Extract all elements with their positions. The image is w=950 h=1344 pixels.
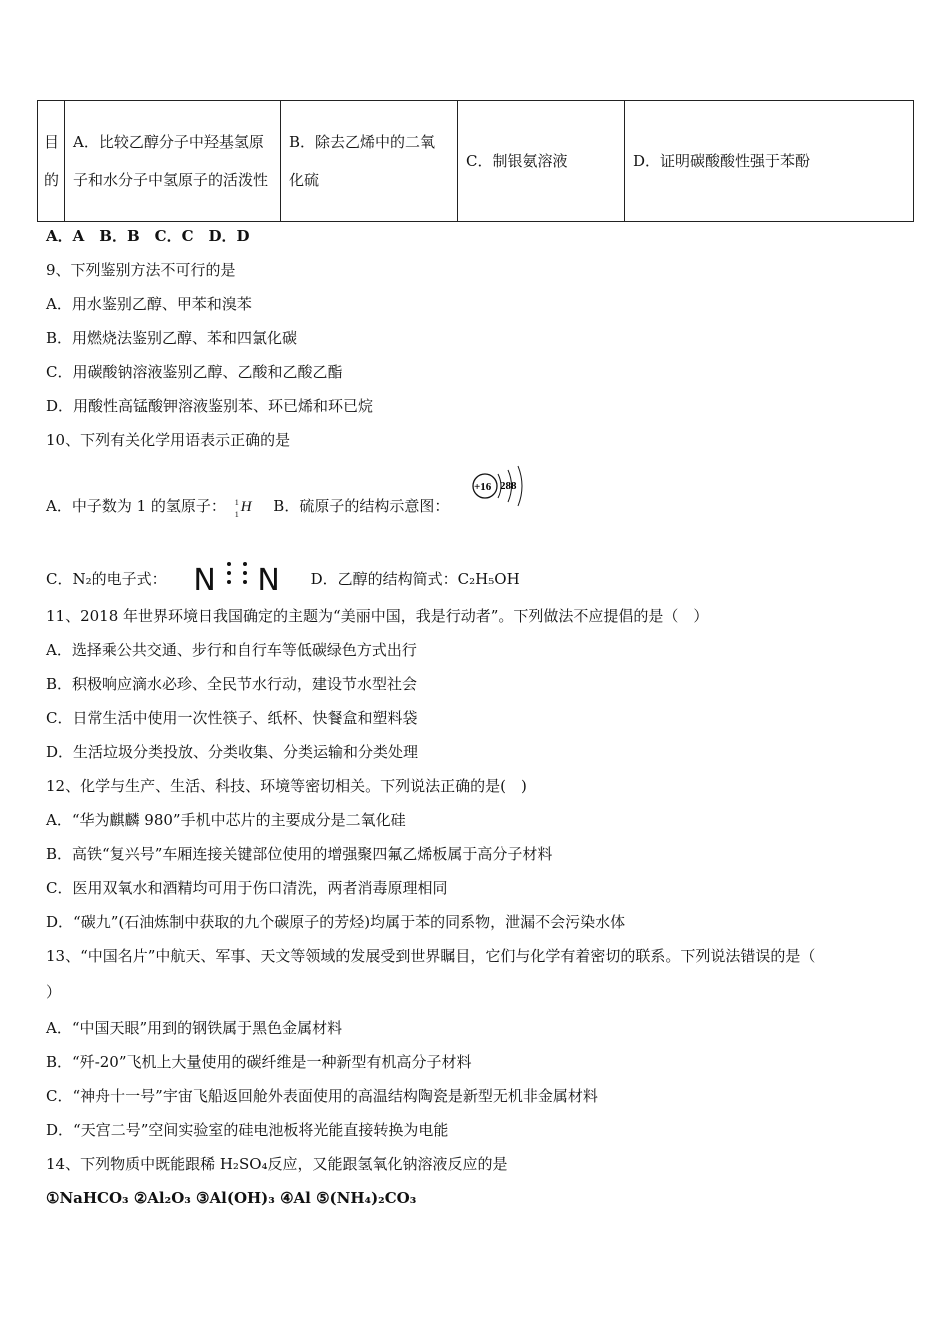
atomic-number: 1	[234, 510, 239, 519]
q12-option-a: A．“华为麒麟 980”手机中芯片的主要成分是二氧化硅	[46, 811, 406, 829]
q12-stem: 12、化学与生产、生活、科技、环境等密切相关。下列说法正确的是( )	[46, 777, 527, 795]
q12-option-b: B．高铁“复兴号”车厢连接关键部位使用的增强聚四氟乙烯板属于高分子材料	[46, 845, 553, 863]
q13-option-b: B．“歼-20”飞机上大量使用的碳纤维是一种新型有机高分子材料	[46, 1053, 472, 1071]
q9-option-d: D．用酸性高锰酸钾溶液鉴别苯、环已烯和环已烷	[46, 397, 374, 415]
q10-option-c-text: C．N₂的电子式：	[46, 570, 167, 588]
q11-option-a: A．选择乘公共交通、步行和自行车等低碳绿色方式出行	[46, 641, 417, 659]
q10-option-b-text: B．硫原子的结构示意图：	[273, 497, 450, 515]
q13-stem-line2: ）	[46, 983, 62, 1001]
q8-table	[37, 100, 914, 222]
q11-option-c: C．日常生活中使用一次性筷子、纸杯、快餐盒和塑料袋	[46, 709, 418, 727]
q13-option-c: C．“神舟十一号”宇宙飞船返回舱外表面使用的高温结构陶瓷是新型无机非金属材料	[46, 1087, 598, 1105]
sulfur-atom-diagram	[468, 462, 538, 510]
q12-option-c: C．医用双氧水和酒精均可用于伤口清洗，两者消毒原理相同	[46, 879, 448, 897]
q11-option-d: D．生活垃圾分类投放、分类收集、分类运输和分类处理	[46, 743, 419, 761]
q8-cell-b: B．除去乙烯中的二氧化硫	[281, 101, 458, 222]
q9-option-b: B．用燃烧法鉴别乙醇、苯和四氯化碳	[46, 329, 298, 347]
nucleus-charge: +16	[474, 481, 492, 493]
n2-left-atom: N	[193, 563, 218, 598]
mass-number: 1	[234, 498, 239, 507]
n2-right-atom: N	[257, 563, 282, 598]
q10-option-a-text: A．中子数为 1 的氢原子：	[46, 497, 226, 515]
n2-shared-electrons-icon	[227, 560, 249, 586]
q8-cell-a: A．比较乙醇分子中羟基氢原子和水分子中氢原子的活泼性	[65, 101, 281, 222]
q10-option-d-text: D．乙醇的结构简式：C₂H₅OH	[310, 570, 520, 588]
q8-table-header: 目的	[38, 101, 65, 222]
q13-stem-line1: 13、“中国名片”中航天、军事、天文等领域的发展受到世界瞩目，它们与化学有着密切的联系。下列说法错误的是（	[46, 947, 816, 965]
q11-option-b: B．积极响应滴水必珍、全民节水行动，建设节水型社会	[46, 675, 418, 693]
q11-stem: 11、2018 年世界环境日我国确定的主题为“美丽中国，我是行动者”。下列做法不应提倡的是（ ）	[46, 607, 709, 625]
q8-answer-options: A．A B．B C．C D．D	[46, 227, 250, 245]
hydrogen-isotope-symbol	[234, 498, 256, 519]
q10-stem: 10、下列有关化学用语表示正确的是	[46, 431, 291, 449]
q14-items: ①NaHCO₃ ②Al₂O₃ ③Al(OH)₃ ④Al ⑤(NH₄)₂CO₃	[46, 1189, 417, 1207]
q10-option-cd	[46, 560, 520, 598]
electron-shells: 288	[500, 480, 517, 492]
q14-stem: 14、下列物质中既能跟稀 H₂SO₄反应，又能跟氢氧化钠溶液反应的是	[46, 1155, 508, 1173]
q12-option-d: D．“碳九”(石油炼制中获取的九个碳原子的芳烃)均属于苯的同系物，泄漏不会污染水体	[46, 913, 626, 931]
q8-cell-c: C．制银氨溶液	[458, 101, 625, 222]
q8-cell-d: D．证明碳酸酸性强于苯酚	[625, 101, 914, 222]
q9-option-a: A．用水鉴别乙醇、甲苯和溴苯	[46, 295, 252, 313]
q10-option-ab	[46, 496, 449, 517]
element-symbol: H	[240, 499, 252, 515]
q13-option-d: D．“天宫二号”空间实验室的硅电池板将光能直接转换为电能	[46, 1121, 449, 1139]
q9-option-c: C．用碳酸钠溶液鉴别乙醇、乙酸和乙酸乙酯	[46, 363, 343, 381]
q9-stem: 9、下列鉴别方法不可行的是	[46, 261, 236, 279]
q13-option-a: A．“中国天眼”用到的钢铁属于黑色金属材料	[46, 1019, 343, 1037]
